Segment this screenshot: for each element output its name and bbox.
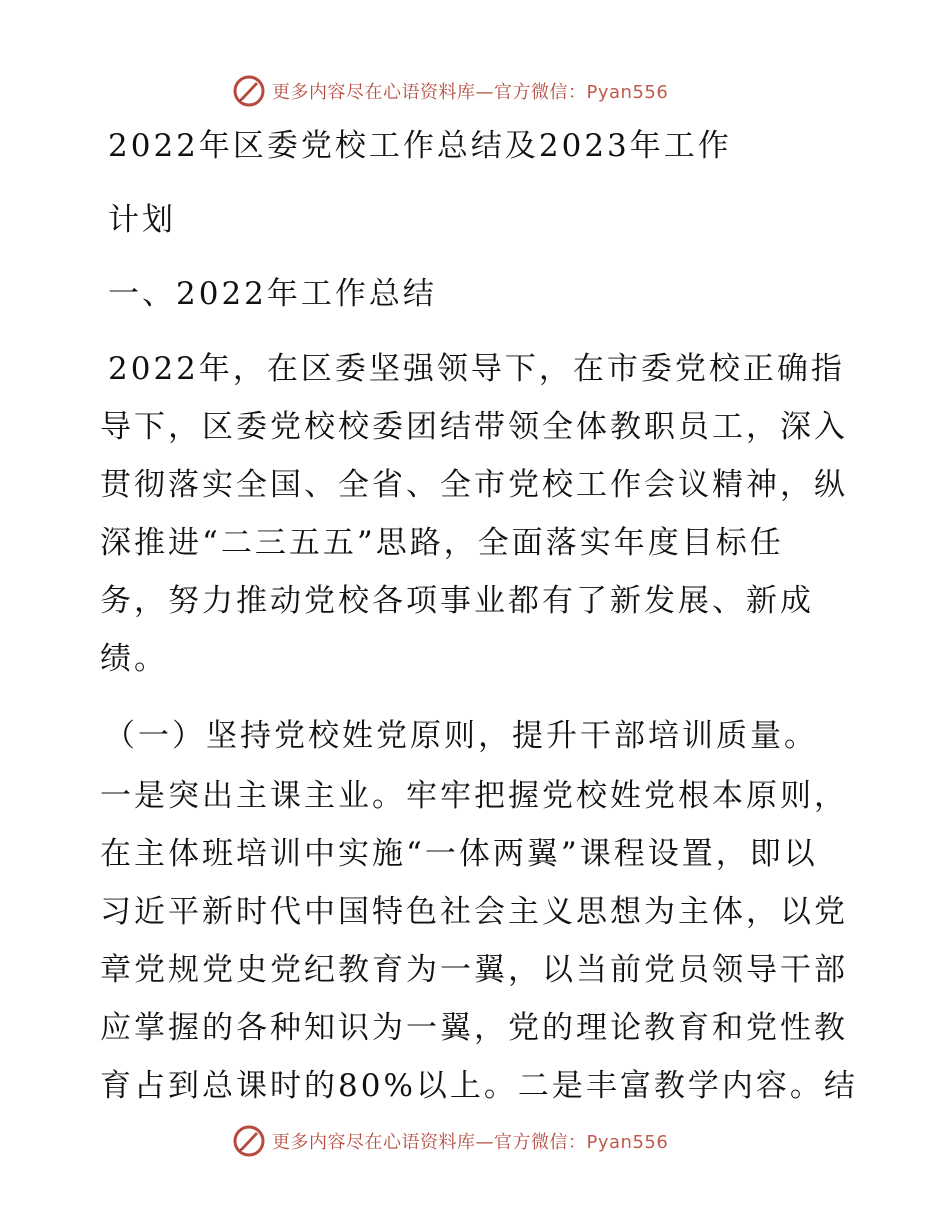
paragraph-line: 应掌握的各种知识为一翼，党的理论教育和党性教 — [100, 1010, 848, 1046]
paragraph-line: 一是突出主课主业。牢牢把握党校姓党根本原则， — [100, 778, 848, 814]
footer-banner — [232, 1124, 668, 1158]
banner-handle: Pyan556 — [586, 82, 669, 103]
paragraph-line: 绩。 — [100, 641, 168, 677]
paragraph-line: 深推进“二三五五”思路，全面落实年度目标任 — [100, 525, 784, 561]
paragraph-line: 导下，区委党校校委团结带领全体教职员工，深入 — [100, 409, 848, 445]
subsection-heading: （一）坚持党校姓党原则，提升干部培训质量。 — [104, 718, 818, 754]
paragraph-line: 在主体班培训中实施“一体两翼”课程设置，即以 — [100, 836, 818, 872]
banner-text — [272, 1128, 668, 1154]
document-title-line2: 计划 — [108, 202, 176, 238]
banner-label: 更多内容尽在心语资料库—官方微信： — [272, 1132, 587, 1153]
document-title-line1: 2022年区委党校工作总结及2023年工作 — [108, 128, 732, 164]
header-banner — [232, 74, 668, 108]
paragraph-line: 育占到总课时的80%以上。二是丰富教学内容。结 — [100, 1068, 858, 1104]
paragraph-line: 贯彻落实全国、全省、全市党校工作会议精神，纵 — [100, 467, 848, 503]
paragraph-line: 章党规党史党纪教育为一翼，以当前党员领导干部 — [100, 952, 848, 988]
paragraph-line: 务，努力推动党校各项事业都有了新发展、新成 — [100, 583, 814, 619]
banner-label: 更多内容尽在心语资料库—官方微信： — [272, 82, 587, 103]
paragraph-line: 习近平新时代中国特色社会主义思想为主体，以党 — [100, 894, 848, 930]
quill-logo-icon — [232, 74, 266, 108]
section-heading: 一、2022年工作总结 — [108, 276, 437, 312]
banner-text — [272, 78, 668, 104]
quill-logo-icon — [232, 1124, 266, 1158]
paragraph-line: 2022年，在区委坚强领导下，在市委党校正确指 — [108, 351, 845, 387]
banner-handle: Pyan556 — [586, 1132, 669, 1153]
